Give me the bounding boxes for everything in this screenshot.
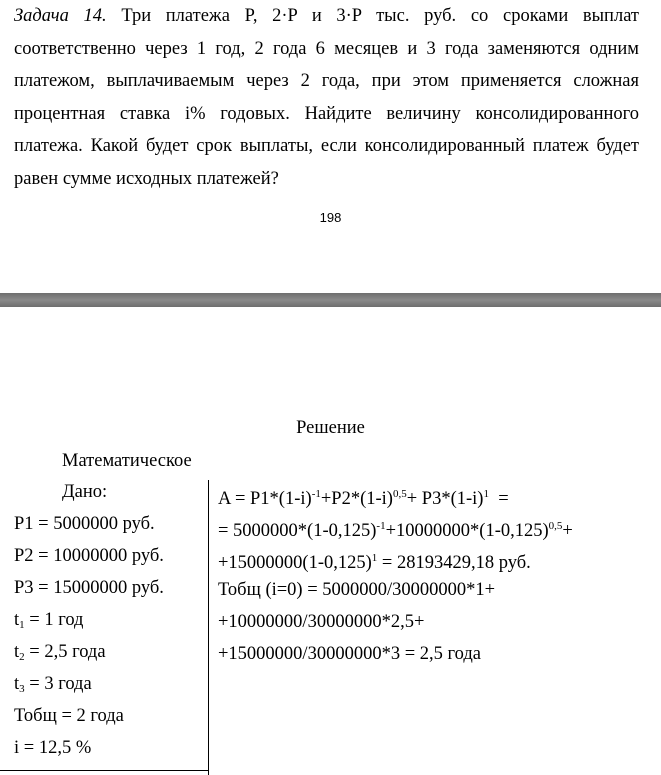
given-p3: P3 = 15000000 руб. [14,578,164,598]
given-tobsh: Тобщ = 2 года [14,706,124,726]
given-t3: $t_3 = 3$ года [14,674,92,695]
given-t1: $t_1 = 1$ год [14,610,84,631]
given-t2: $t_2 = 2,5$ года [14,642,106,663]
given-p2: P2 = 10000000 руб. [14,546,164,566]
given-label: Дано: [62,482,108,502]
task-paragraph [14,0,639,195]
solution-line-5: +10000000/30000000*2,5+ [218,612,425,632]
table-vertical-divider [208,480,209,775]
solution-line-1: $A = P1*(1-i)^{-1}+P2*(1-i)^{0,5}+ P3*(1-i)^1$ = [218,488,509,509]
solution-line-4: Тобщ (i=0) = 5000000/30000000*1+ [218,580,496,600]
page-number: 198 [319,210,342,225]
given-list [14,512,164,768]
table-bottom-divider [0,770,208,771]
solution-line-2: = $5000000*(1-0,125)^{-1}+10000000*(1-0,125)^{0,5}+$ [218,520,573,541]
math-model-label: Математическое [62,451,192,471]
task-label: Задача 14. [14,6,107,26]
given-rate: i = 12,5 % [14,738,92,758]
solution-line-3: $+15000000(1-0,125)^1 = 28193429,18$ руб. [218,552,531,573]
solution-steps [218,480,573,672]
page-divider [0,293,661,307]
task-text: Три платежа P, 2·P и 3·P тыс. руб. со сроками выплат соответственно через 1 год, 2 года 6 месяцев и 3 года заменяются одним платежом, выплачиваемым через 2 года, при этом применяется сложная процентная ставка i% годовых. Найдите величину консолидированного платежа. Какой будет срок выплаты, если консолидированный платеж будет равен сумме исходных платежей? [14,6,640,189]
solution-title: Решение [296,418,365,438]
solution-line-6: +15000000/30000000*3 = 2,5 года [218,644,481,664]
given-p1: P1 = 5000000 руб. [14,514,155,534]
